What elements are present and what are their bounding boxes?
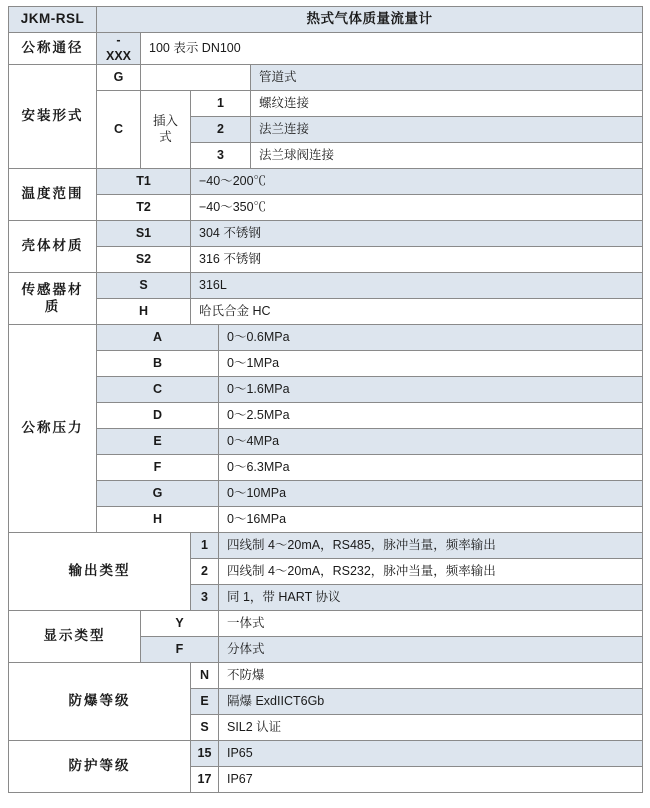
- pressure-value-d: 0～2.5MPa: [219, 403, 642, 428]
- explosion-value-n: 不防爆: [219, 663, 642, 688]
- pressure-value-g: 0～10MPa: [219, 481, 642, 506]
- temperature-value-t2: −40～350℃: [191, 195, 642, 220]
- display-code-f-cell: [141, 637, 219, 663]
- explosion-code-s-cell: [191, 715, 219, 741]
- install-type-code-g-cell: [97, 65, 141, 91]
- nominal-diameter-value-cell: [141, 33, 643, 65]
- explosion-proof-label-cell: [9, 663, 191, 741]
- explosion-code-n: N: [191, 663, 218, 688]
- output-type-label-cell: [9, 533, 191, 611]
- table-row-nominal-diameter: [9, 33, 643, 65]
- output-value-2: 四线制 4～20mA，RS232，脉冲当量，频率输出: [219, 559, 642, 584]
- pressure-code-e: E: [97, 429, 218, 454]
- display-value-y-cell: [219, 611, 643, 637]
- install-type-flange-value: 法兰连接: [251, 117, 642, 142]
- explosion-code-n-cell: [191, 663, 219, 689]
- install-type-ballvalve-value: 法兰球阀连接: [251, 143, 642, 168]
- display-type-label: 显示类型: [9, 611, 140, 662]
- specification-table: [8, 6, 643, 793]
- pressure-value-e: 0～4MPa: [219, 429, 642, 454]
- table-row-install-pipe: [9, 65, 643, 91]
- pressure-value-f: 0～6.3MPa: [219, 455, 642, 480]
- shell-code-s1-cell: [97, 221, 191, 247]
- pressure-code-f: F: [97, 455, 218, 480]
- display-value-y: 一体式: [219, 611, 642, 636]
- install-type-sub-3-cell: [191, 143, 251, 169]
- protection-code-17: 17: [191, 767, 218, 792]
- pressure-value-g-cell: [219, 481, 643, 507]
- sensor-material-label: 传感器材质: [9, 273, 96, 324]
- shell-code-s2: S2: [97, 247, 190, 272]
- explosion-proof-label: 防爆等级: [9, 663, 190, 740]
- table-row-shell-s1: [9, 221, 643, 247]
- sensor-code-s-cell: [97, 273, 191, 299]
- table-row-output-1: [9, 533, 643, 559]
- explosion-value-e: 隔爆 ExdIICT6Gb: [219, 689, 642, 714]
- product-title-text: 热式气体质量流量计: [97, 7, 642, 32]
- install-type-label: 安装形式: [9, 65, 96, 168]
- install-type-insert-label-cell: [141, 91, 191, 169]
- table-row-pressure-b: [9, 351, 643, 377]
- pressure-code-b: B: [97, 351, 218, 376]
- display-type-label-cell: [9, 611, 141, 663]
- table-row-shell-s2: [9, 247, 643, 273]
- pressure-value-c: 0～1.6MPa: [219, 377, 642, 402]
- temperature-value-t1: −40～200℃: [191, 169, 642, 194]
- pressure-value-h-cell: [219, 507, 643, 533]
- pressure-value-a-cell: [219, 325, 643, 351]
- output-code-1-cell: [191, 533, 219, 559]
- sensor-value-h: 哈氏合金 HC: [191, 299, 642, 324]
- pressure-value-b-cell: [219, 351, 643, 377]
- pressure-code-d: D: [97, 403, 218, 428]
- output-value-1: 四线制 4～20mA，RS485，脉冲当量，频率输出: [219, 533, 642, 558]
- table-row-pressure-g: [9, 481, 643, 507]
- nominal-pressure-label: 公称压力: [9, 325, 96, 532]
- shell-value-s1-cell: [191, 221, 643, 247]
- table-row-temperature-t2: [9, 195, 643, 221]
- pressure-code-c-cell: [97, 377, 219, 403]
- shell-value-s1: 304 不锈钢: [191, 221, 642, 246]
- temperature-code-t2: T2: [97, 195, 190, 220]
- pressure-value-f-cell: [219, 455, 643, 481]
- pressure-code-a: A: [97, 325, 218, 350]
- output-code-2-cell: [191, 559, 219, 585]
- table-row-protection-15: [9, 741, 643, 767]
- install-type-ballvalve-value-cell: [251, 143, 643, 169]
- install-type-sub-2-cell: [191, 117, 251, 143]
- model-code-text: JKM-RSL: [9, 7, 96, 32]
- install-type-label-cell: [9, 65, 97, 169]
- sensor-value-h-cell: [191, 299, 643, 325]
- table-row-pressure-e: [9, 429, 643, 455]
- output-code-1: 1: [191, 533, 218, 558]
- temperature-value-t1-cell: [191, 169, 643, 195]
- sensor-code-s: S: [97, 273, 190, 298]
- table-row-pressure-d: [9, 403, 643, 429]
- shell-material-label-cell: [9, 221, 97, 273]
- install-type-sub-1: 1: [191, 91, 250, 116]
- install-type-flange-value-cell: [251, 117, 643, 143]
- shell-value-s2: 316 不锈钢: [191, 247, 642, 272]
- sensor-value-s-cell: [191, 273, 643, 299]
- explosion-code-e-cell: [191, 689, 219, 715]
- output-value-3-cell: [219, 585, 643, 611]
- explosion-code-e: E: [191, 689, 218, 714]
- protection-grade-label: 防护等级: [9, 741, 190, 792]
- temperature-code-t1-cell: [97, 169, 191, 195]
- pressure-code-g: G: [97, 481, 218, 506]
- table-row-sensor-s: [9, 273, 643, 299]
- table-row-header: [9, 7, 643, 33]
- protection-code-15-cell: [191, 741, 219, 767]
- display-value-f-cell: [219, 637, 643, 663]
- temperature-value-t2-cell: [191, 195, 643, 221]
- sensor-material-label-cell: [9, 273, 97, 325]
- pressure-code-h-cell: [97, 507, 219, 533]
- table-row-temperature-t1: [9, 169, 643, 195]
- shell-code-s1: S1: [97, 221, 190, 246]
- protection-value-17: IP67: [219, 767, 642, 792]
- explosion-value-e-cell: [219, 689, 643, 715]
- explosion-value-s-cell: [219, 715, 643, 741]
- install-type-pipe-value-cell: [251, 65, 643, 91]
- explosion-value-s: SIL2 认证: [219, 715, 642, 740]
- output-type-label: 输出类型: [9, 533, 190, 610]
- protection-code-15: 15: [191, 741, 218, 766]
- install-type-pipe-spacer: [141, 65, 251, 91]
- output-value-2-cell: [219, 559, 643, 585]
- install-type-pipe-spacer-inner: [141, 65, 250, 90]
- output-value-1-cell: [219, 533, 643, 559]
- shell-value-s2-cell: [191, 247, 643, 273]
- install-type-sub-3: 3: [191, 143, 250, 168]
- sensor-code-h: H: [97, 299, 190, 324]
- pressure-value-b: 0～1MPa: [219, 351, 642, 376]
- install-type-sub-1-cell: [191, 91, 251, 117]
- table-row-explosion-n: [9, 663, 643, 689]
- pressure-code-e-cell: [97, 429, 219, 455]
- install-type-code-c-cell: [97, 91, 141, 169]
- pressure-value-c-cell: [219, 377, 643, 403]
- output-code-3: 3: [191, 585, 218, 610]
- temperature-label-cell: [9, 169, 97, 221]
- output-code-2: 2: [191, 559, 218, 584]
- protection-value-15-cell: [219, 741, 643, 767]
- temperature-code-t1: T1: [97, 169, 190, 194]
- sensor-code-h-cell: [97, 299, 191, 325]
- explosion-value-n-cell: [219, 663, 643, 689]
- nominal-diameter-label-cell: [9, 33, 97, 65]
- protection-grade-label-cell: [9, 741, 191, 793]
- protection-code-17-cell: [191, 767, 219, 793]
- table-row-pressure-c: [9, 377, 643, 403]
- install-type-thread-value: 螺纹连接: [251, 91, 642, 116]
- table-row-pressure-f: [9, 455, 643, 481]
- sensor-value-s: 316L: [191, 273, 642, 298]
- protection-value-15: IP65: [219, 741, 642, 766]
- pressure-value-d-cell: [219, 403, 643, 429]
- nominal-diameter-code-cell: [97, 33, 141, 65]
- table-row-display-y: [9, 611, 643, 637]
- display-code-f: F: [141, 637, 218, 662]
- nominal-diameter-label: 公称通径: [9, 33, 96, 64]
- pressure-value-h: 0～16MPa: [219, 507, 642, 532]
- model-code-cell: [9, 7, 97, 33]
- shell-code-s2-cell: [97, 247, 191, 273]
- temperature-label: 温度范围: [9, 169, 96, 220]
- table-row-pressure-a: [9, 325, 643, 351]
- pressure-code-f-cell: [97, 455, 219, 481]
- protection-value-17-cell: [219, 767, 643, 793]
- pressure-code-c: C: [97, 377, 218, 402]
- shell-material-label: 壳体材质: [9, 221, 96, 272]
- explosion-code-s: S: [191, 715, 218, 740]
- pressure-code-h: H: [97, 507, 218, 532]
- pressure-value-e-cell: [219, 429, 643, 455]
- install-type-thread-value-cell: [251, 91, 643, 117]
- table-row-install-thread: [9, 91, 643, 117]
- install-type-code-c: C: [97, 91, 140, 168]
- nominal-diameter-value: 100 表示 DN100: [141, 33, 642, 64]
- temperature-code-t2-cell: [97, 195, 191, 221]
- pressure-code-g-cell: [97, 481, 219, 507]
- product-title-cell: [97, 7, 643, 33]
- display-code-y-cell: [141, 611, 219, 637]
- table-row-pressure-h: [9, 507, 643, 533]
- install-type-code-g: G: [97, 65, 140, 90]
- output-code-3-cell: [191, 585, 219, 611]
- install-type-insert-label: 插入式: [141, 91, 190, 168]
- pressure-value-a: 0～0.6MPa: [219, 325, 642, 350]
- table-row-sensor-h: [9, 299, 643, 325]
- output-value-3: 同 1，带 HART 协议: [219, 585, 642, 610]
- pressure-code-b-cell: [97, 351, 219, 377]
- install-type-pipe-value: 管道式: [251, 65, 642, 90]
- display-code-y: Y: [141, 611, 218, 636]
- pressure-code-a-cell: [97, 325, 219, 351]
- nominal-pressure-label-cell: [9, 325, 97, 533]
- install-type-sub-2: 2: [191, 117, 250, 142]
- nominal-diameter-code: -XXX: [97, 33, 140, 64]
- display-value-f: 分体式: [219, 637, 642, 662]
- pressure-code-d-cell: [97, 403, 219, 429]
